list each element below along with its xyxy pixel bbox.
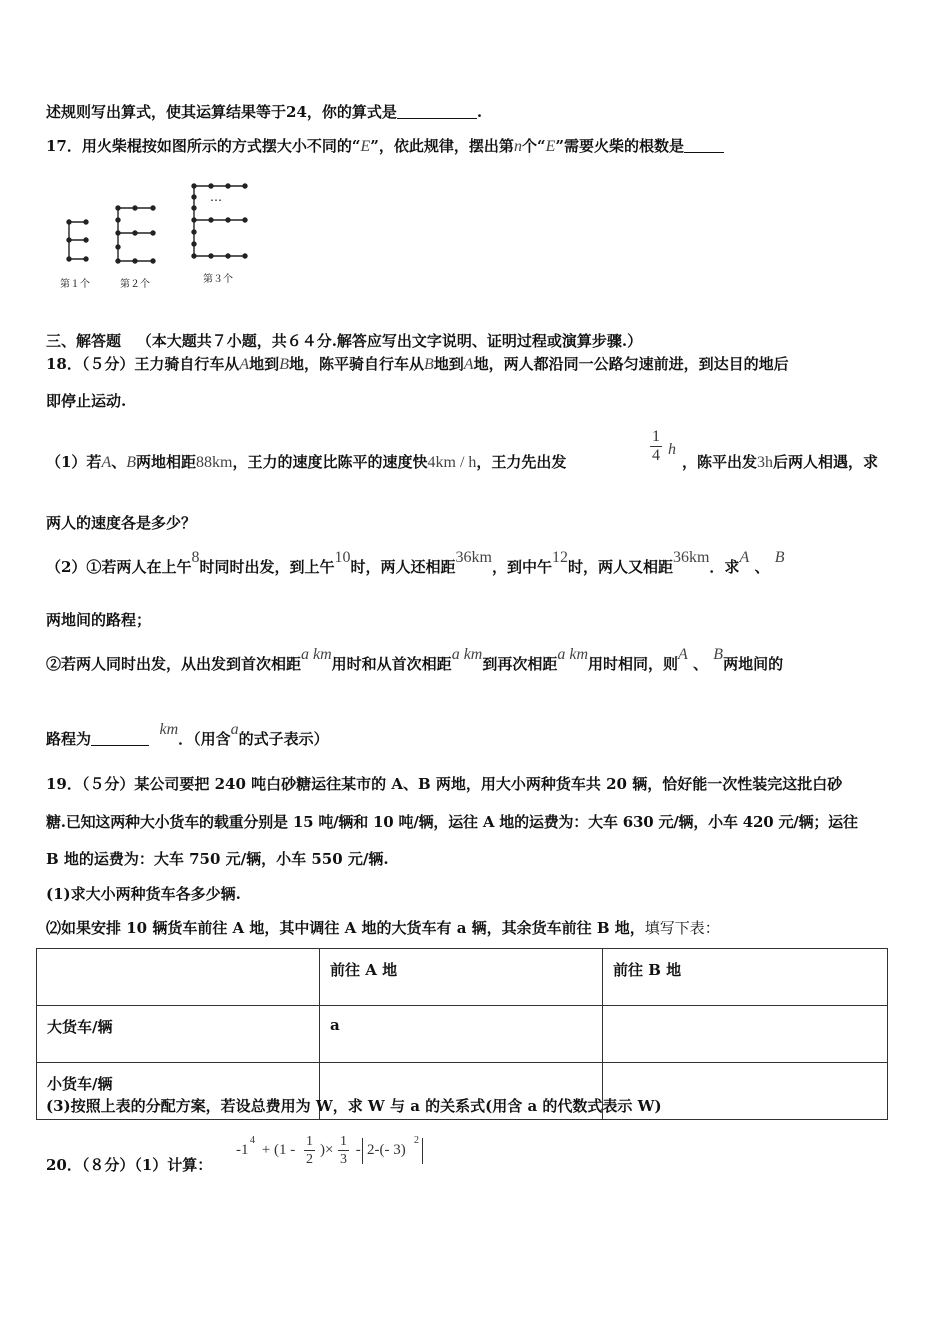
matchstick-e-1 (67, 220, 88, 261)
answer-blank[interactable] (684, 136, 724, 153)
q19-line-1: 19．（５分）某公司要把 240 吨白砂糖运往某市的 A、B 两地，用大小两种货车共 20 辆，恰好能一次性装完这批白砂 (46, 775, 843, 793)
figure-ellipsis: … (210, 190, 222, 204)
figure-label-2: 第２个 (120, 279, 150, 290)
q18-line-1: 18．（５分）王力骑自行车从A地到B地，陈平骑自行车从B地到A地，两人都沿同一公路匀速前进，到达目的地后 (46, 355, 789, 373)
table-cell: 大货车/辆 (37, 1006, 320, 1063)
figure-label-1: 第１个 (60, 279, 90, 290)
q18-line-2: 即停止运动. (46, 392, 127, 410)
answer-blank[interactable] (397, 102, 477, 119)
q20-formula: -1 4 + (1 - $\frac{1}{2}$ )× $\frac{1}{3}$ - 2-(- 3) 2 (236, 1133, 466, 1175)
q18-part-1: （1）若A、B两地相距88km，王力的速度比陈平的速度快4km / h，王力先出发 (46, 453, 567, 471)
table-cell: 小货车/辆 (37, 1063, 320, 1120)
matchstick-e-2 (116, 206, 155, 263)
table-header-cell (37, 949, 320, 1006)
q19-line-2: 糖.已知这两种大小货车的载重分别是 15 吨/辆和 10 吨/辆，运往 A 地的运费为：大车 630 元/辆，小车 420 元/辆；运往 (46, 813, 858, 831)
section-3-header: 三、解答题 （本大题共７小题，共６４分.解答应写出文字说明、证明过程或演算步骤.） (46, 332, 643, 350)
table-header-cell: 前往 B 地 (603, 949, 888, 1006)
q16-tail: 述规则写出算式，使其运算结果等于24，你的算式是 . (46, 103, 483, 121)
q19-line-3: B 地的运费为：大车 750 元/辆，小车 550 元/辆. (46, 850, 389, 868)
q18-part-2: （2）①若两人在上午8时同时出发，到上午10时，两人还相距36km，到中午12时，两人又相距36km．求A 、 B (46, 549, 785, 576)
figure-label-3: 第３个 (203, 274, 233, 285)
table-cell[interactable]: a (320, 1006, 603, 1063)
q19-line-5: ⑵如果安排 10 辆货车前往 A 地，其中调往 A 地的大货车有 a 辆，其余货车前往 B 地，填写下表： (46, 919, 720, 937)
q19-line-4: (1)求大小两种货车各多少辆. (46, 885, 241, 903)
table-cell[interactable] (603, 1006, 888, 1063)
table-header-row (37, 949, 888, 1006)
q18-part-1-end: 两人的速度各是多少？ (46, 514, 197, 532)
q18-part-3-end: 路程为 km．（用含a的式子表示） (46, 721, 329, 748)
q20-label: 20．（８分）（1）计算： (46, 1156, 213, 1174)
q18-part-2-end: 两地间的路程； (46, 611, 152, 629)
q18-part-1-cont: ，陈平出发3h后两人相遇，求 (682, 453, 879, 471)
fraction-one-quarter: $\frac{1}{4}$ (652, 428, 660, 464)
q17-text: 17．用火柴棍按如图所示的方式摆大小不同的“E”，依此规律，摆出第n个“E”需要火柴的根数是 (46, 135, 724, 158)
table-header-cell: 前往 A 地 (320, 949, 603, 1006)
q18-part-3: ②若两人同时出发，从出发到首次相距a km用时和从首次相距a km到再次相距a km用时相同，则A 、 B两地间的 (46, 646, 784, 673)
table-row (37, 1006, 888, 1063)
answer-blank[interactable] (91, 729, 149, 746)
q19-line-6: (3)按照上表的分配方案，若设总费用为 W，求 W 与 a 的关系式(用含 a 的代数式表示 W) (46, 1097, 662, 1115)
